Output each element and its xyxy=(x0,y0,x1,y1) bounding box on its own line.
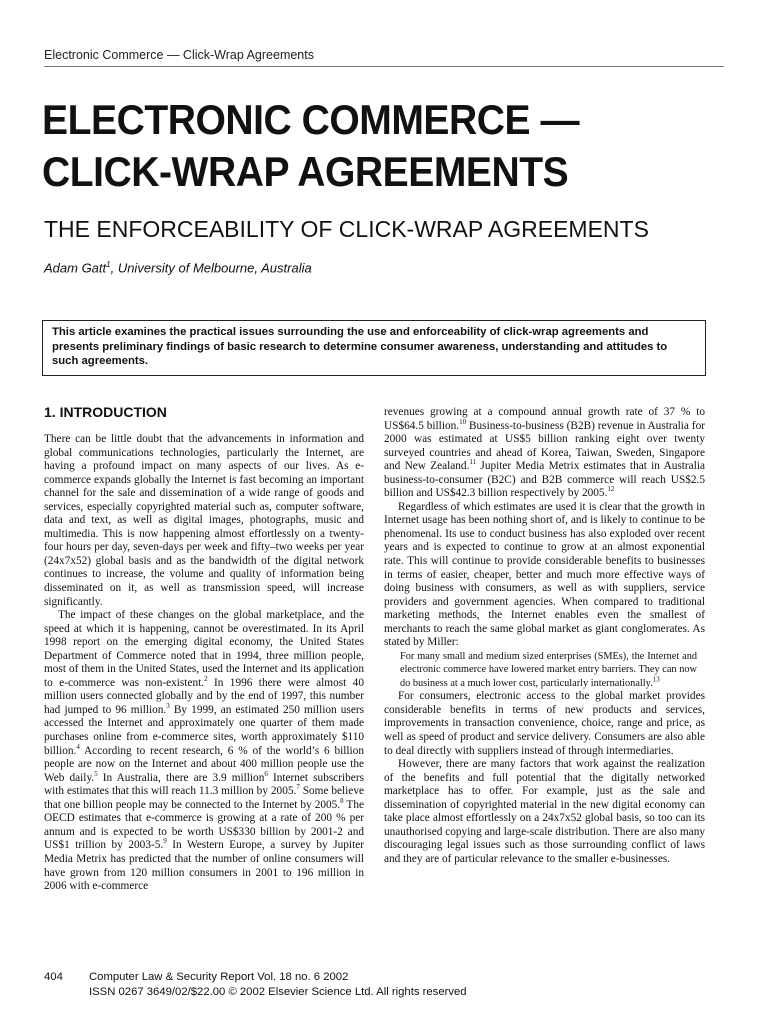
issn-copyright: ISSN 0267 3649/02/$22.00 © 2002 Elsevier Science Ltd. All rights reserved xyxy=(89,986,467,998)
body-paragraph xyxy=(44,433,364,609)
footnote-marker[interactable]: 8 xyxy=(340,797,344,805)
footnote-marker[interactable]: 5 xyxy=(94,769,98,778)
body-paragraph xyxy=(384,758,705,866)
paragraph-text: revenues growing at a compound annual growth rate of 37 % to US$64.5 billion. xyxy=(384,406,705,432)
title-line: ELECTRONIC COMMERCE — xyxy=(42,96,580,143)
page-footer xyxy=(44,970,467,1000)
paragraph-text: In Western Europe, a survey by Jupiter Media Metrix has predicted that the number of online consumers will have grown from 120 million consumers in 2001 to 196 million in 2006 with e-commerce xyxy=(44,839,364,893)
block-quote xyxy=(400,650,697,691)
footnote-marker[interactable]: 2 xyxy=(204,675,208,684)
paragraph-text: However, there are many factors that work against the realization of the benefits and full potential that the digitally networked marketplace has to offer. For example, just as the sale and dissemination of copyrighted material in the new digital economy can take place almost effortlessly on a 24x7x52 global basis, so too can its unauthorised copying and large-scale distribution. There are also many discouraging legal issues such as those surrounding conflict of laws and they are of particular relevance to the smaller e-businesses. xyxy=(384,758,705,865)
running-header: Electronic Commerce — Click-Wrap Agreements xyxy=(44,48,314,62)
body-paragraph xyxy=(384,501,705,650)
body-column-right xyxy=(384,406,705,866)
paragraph-text: Regardless of which estimates are used it is clear that the growth in Internet usage has been nothing short of, and is likely to continue to be phenomenal. Its use to conduct business has also exploded over recent years and is expected to continue to grow at an almost exponential rate. This will continue to provide considerable benefits to businesses in terms of easier, cheaper, better and much more effective ways of doing business with consumers, as well as with suppliers, service providers and government agencies. When compared to traditional marketing methods, the Internet enables even the smallest of merchants to reach the same global market as giant conglomerates. As stated by Miller: xyxy=(384,500,705,649)
body-paragraph xyxy=(384,690,705,758)
footnote-marker[interactable]: 3 xyxy=(166,702,170,711)
footnote-marker[interactable]: 4 xyxy=(76,742,80,751)
footnote-marker[interactable]: 12 xyxy=(607,485,615,494)
footnote-marker[interactable]: 6 xyxy=(264,769,268,778)
page-number: 404 xyxy=(44,971,63,983)
author-affiliation: , University of Melbourne, Australia xyxy=(110,260,312,276)
body-column-left xyxy=(44,433,364,894)
paragraph-text: Jupiter Media Metrix estimates that in Australia business-to-consumer (B2C) and B2B commerce will reach US$2.5 billion and US$42.3 billion respectively by 2005. xyxy=(384,460,705,500)
journal-citation: Computer Law & Security Report Vol. 18 no. 6 2002 xyxy=(89,971,349,983)
abstract-box: This article examines the practical issues surrounding the use and enforceability of click-wrap agreements and presents preliminary findings of basic research to determine consumer awareness, understanding and attitudes to such agreements. xyxy=(42,320,706,376)
footnote-marker[interactable]: 7 xyxy=(296,783,300,792)
paragraph-text: Some believe that one billion people may be connected to the Internet by 2005. xyxy=(44,785,364,811)
paragraph-text: There can be little doubt that the advancements in information and global communications technologies, particularly the Internet, are having a profound impact on many aspects of our lives. As e-commerce expands globally the Internet is fast becoming an important channel for the sale and dissemination of a wide range of goods and services, especially copyrighted material such as, computer software, data and text, as well as digital images, photographs, music and multimedia. This is now happening almost effortlessly on a twenty-four hours per day, seven-days per week and fifty–two weeks per year (24x7x52) global basis and as the bandwidth of the digital network continues to increase, the volume and quality of information being disseminated on it, as well as transmission speed, will increase significantly. xyxy=(44,433,364,608)
paragraph-text: In Australia, there are 3.9 million xyxy=(97,771,265,784)
paragraph-text: The impact of these changes on the global marketplace, and the speed at which it is happening, cannot be overestimated. In its April 1998 report on the emerging digital economy, the United States Department of Commerce noted that in 1994, three million people, most of them in the United States, used the Internet and its application to e-commerce was non-existent. xyxy=(44,609,364,689)
author-line xyxy=(44,260,312,275)
footnote-marker[interactable]: 9 xyxy=(163,837,167,846)
paragraph-text: Internet subscribers with estimates that this will reach 11.3 million by 2005. xyxy=(44,771,364,798)
article-subtitle: THE ENFORCEABILITY OF CLICK-WRAP AGREEMENTS xyxy=(44,216,649,242)
paragraph-text: For many small and medium sized enterprises (SMEs), the Internet and electronic commerce have lowered market entry barriers. They can now do business at a much lower cost, particularly internationally. xyxy=(400,650,697,689)
footnote-marker[interactable]: 13 xyxy=(652,675,660,684)
paragraph-text: In 1996 there were almost 40 million users connected globally and by the end of 1997, this number had jumped to 96 million. xyxy=(44,676,364,716)
paragraph-text: The OECD estimates that e-commerce is growing at a rate of 200 % per annum and is expected to be worth US$330 billion by 2001-2 and US$1 trillion by 2003-5. xyxy=(44,798,364,852)
footnote-marker[interactable]: 10 xyxy=(459,417,467,426)
author-footnote-marker: 1 xyxy=(106,260,111,269)
title-line: CLICK-WRAP AGREEMENTS xyxy=(42,148,569,195)
paragraph-text: By 1999, an estimated 250 million users accessed the Internet and approximately one quarter of them made purchases online from e-commerce sites, worth approximately $110 billion. xyxy=(44,703,364,757)
article-title xyxy=(42,94,693,198)
header-divider xyxy=(44,66,724,67)
body-paragraph xyxy=(384,406,705,501)
section-heading: 1. INTRODUCTION xyxy=(44,404,167,420)
body-paragraph xyxy=(44,609,364,893)
paragraph-text: According to recent research, 6 % of the world’s 6 billion people are now on the Internet and about 400 million people use the Web daily. xyxy=(44,744,364,784)
paragraph-text: Business-to-business (B2B) revenue in Australia for 2000 was estimated at US$5 billion ranking eight over twenty surveyed countries and ahead of Korea, Taiwan, Sweden, Singapore and New Zealand. xyxy=(384,419,705,473)
footnote-marker[interactable]: 11 xyxy=(469,458,477,467)
author-name: Adam Gatt xyxy=(44,260,107,276)
paragraph-text: For consumers, electronic access to the global market provides considerable benefits in terms of new products and services, improvements in transaction convenience, choice, range and price, as well as speed of product and service delivery. Consumers are also able to deal directly with suppliers instead of through intermediaries. xyxy=(384,690,705,757)
